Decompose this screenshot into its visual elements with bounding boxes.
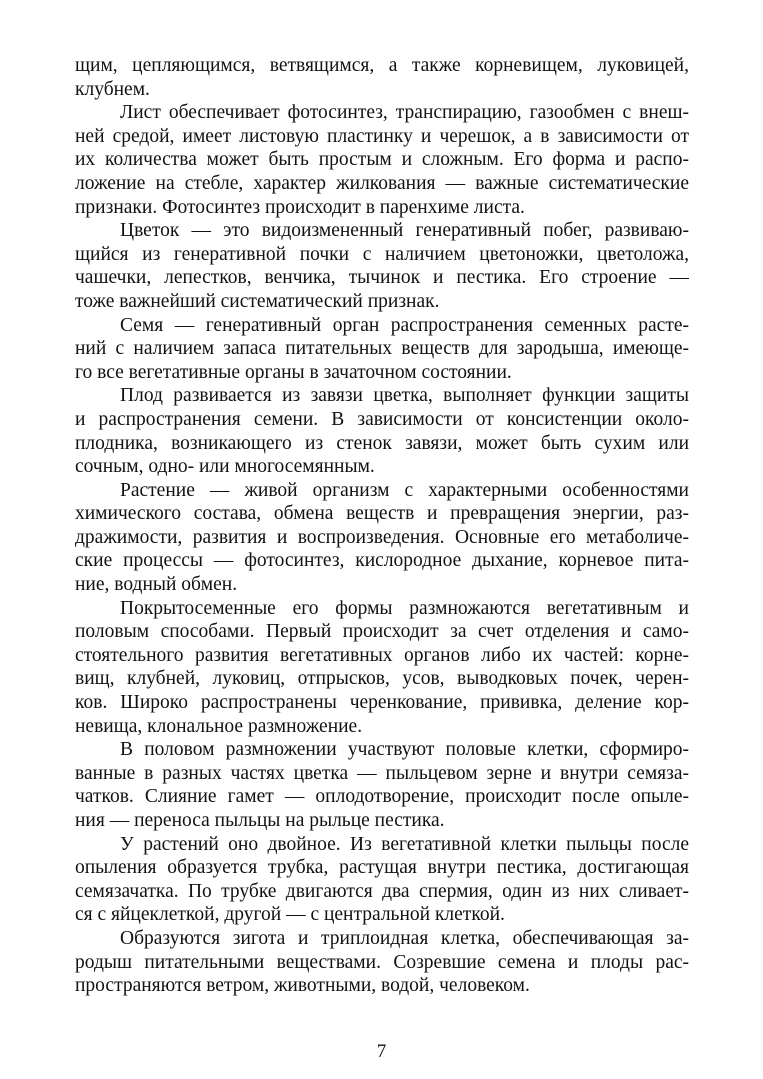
text-line: Цветок — это видоизмененный генеративный побег, развиваю- xyxy=(120,220,689,242)
paragraph xyxy=(75,479,689,597)
text-line: родыш питательными веществами. Созревшие семена и плоды рас- xyxy=(75,951,689,973)
text-line: ней средой, имеет листовую пластинку и черешок, а в зависимости от xyxy=(75,125,689,147)
text-line: тоже важнейший систематический признак. xyxy=(75,290,440,312)
text-line: Покрытосеменные его формы размножаются вегетативным и xyxy=(120,597,689,619)
text-line: и распространения семени. В зависимости от консистенции около- xyxy=(75,408,689,430)
text-line: пространяются ветром, животными, водой, человеком. xyxy=(75,975,530,997)
text-line: Семя — генеративный орган распространения семенных расте- xyxy=(120,314,689,336)
text-line: химического состава, обмена веществ и превращения энергии, раз- xyxy=(75,503,689,525)
text-line: Лист обеспечивает фотосинтез, транспирацию, газообмен с внеш- xyxy=(120,102,689,124)
text-line: половым способами. Первый происходит за счет отделения и само- xyxy=(75,621,689,643)
text-line: Образуются зигота и триплоидная клетка, обеспечивающая за- xyxy=(120,927,689,949)
paragraph xyxy=(75,384,689,478)
text-line: дражимости, развития и воспроизведения. Основные его метаболиче- xyxy=(75,526,689,548)
text-line: признаки. Фотосинтез происходит в паренхиме листа. xyxy=(75,196,525,218)
text-line: В половом размножении участвуют половые клетки, сформиро- xyxy=(120,739,689,761)
text-line: опыления образуется трубка, растущая внутри пестика, достигающая xyxy=(75,857,689,879)
text-line: ские процессы — фотосинтез, кислородное дыхание, корневое пита- xyxy=(75,550,689,572)
text-line: ложение на стебле, характер жилкования — важные систематические xyxy=(75,172,689,194)
text-line: У растений оно двойное. Из вегетативной клетки пыльцы после xyxy=(120,833,689,855)
text-line: клубнем. xyxy=(75,78,150,100)
text-line: невища, клональное размножение. xyxy=(75,715,363,737)
text-line: сочным, одно- или многосемянным. xyxy=(75,456,375,478)
text-line: щийся из генеративной почки с наличием цветоножки, цветоложа, xyxy=(75,243,689,265)
text-line: стоятельного развития вегетативных органов либо их частей: корне- xyxy=(75,644,689,666)
text-line: ние, водный обмен. xyxy=(75,574,238,596)
text-line: Плод развивается из завязи цветка, выполняет функции защиты xyxy=(120,385,689,407)
text-line: семязачатка. По трубке двигаются два спермия, один из них сливает- xyxy=(75,880,689,902)
text-line: го все вегетативные органы в зачаточном состоянии. xyxy=(75,361,512,383)
text-line: щим, цепляющимся, ветвящимся, а также корневищем, луковицей, xyxy=(75,55,689,76)
text-line: ков. Широко распространены черенкование, прививка, деление кор- xyxy=(75,692,689,714)
paragraph xyxy=(75,101,689,219)
text-line: вищ, клубней, луковиц, отпрысков, усов, выводковых почек, черен- xyxy=(75,668,689,690)
paragraph xyxy=(75,738,689,832)
text-line: ния — переноса пыльцы на рыльце пестика. xyxy=(75,810,445,831)
paragraph xyxy=(75,927,689,998)
paragraph xyxy=(75,314,689,385)
paragraph xyxy=(75,54,689,101)
text-line: их количества может быть простым и сложным. Его форма и распо- xyxy=(75,149,689,171)
text-line: чашечки, лепестков, венчика, тычинок и пестика. Его строение — xyxy=(75,267,689,289)
paragraph xyxy=(75,597,689,739)
text-line: чатков. Слияние гамет — оплодотворение, происходит после опыле- xyxy=(75,786,689,808)
page-number: 7 xyxy=(376,1041,387,1062)
text-line: ся с яйцеклеткой, другой — с центральной клеткой. xyxy=(75,904,505,926)
paragraph xyxy=(75,219,689,313)
text-line: ний с наличием запаса питательных веществ для зародыша, имеюще- xyxy=(75,338,689,360)
page-body xyxy=(75,54,689,998)
paragraph xyxy=(75,833,689,927)
text-line: Растение — живой организм с характерными особенностями xyxy=(120,479,689,501)
text-line: плодника, возникающего из стенок завязи, может быть сухим или xyxy=(75,432,689,454)
text-line: ванные в разных частях цветка — пыльцевом зерне и внутри семяза- xyxy=(75,762,689,784)
